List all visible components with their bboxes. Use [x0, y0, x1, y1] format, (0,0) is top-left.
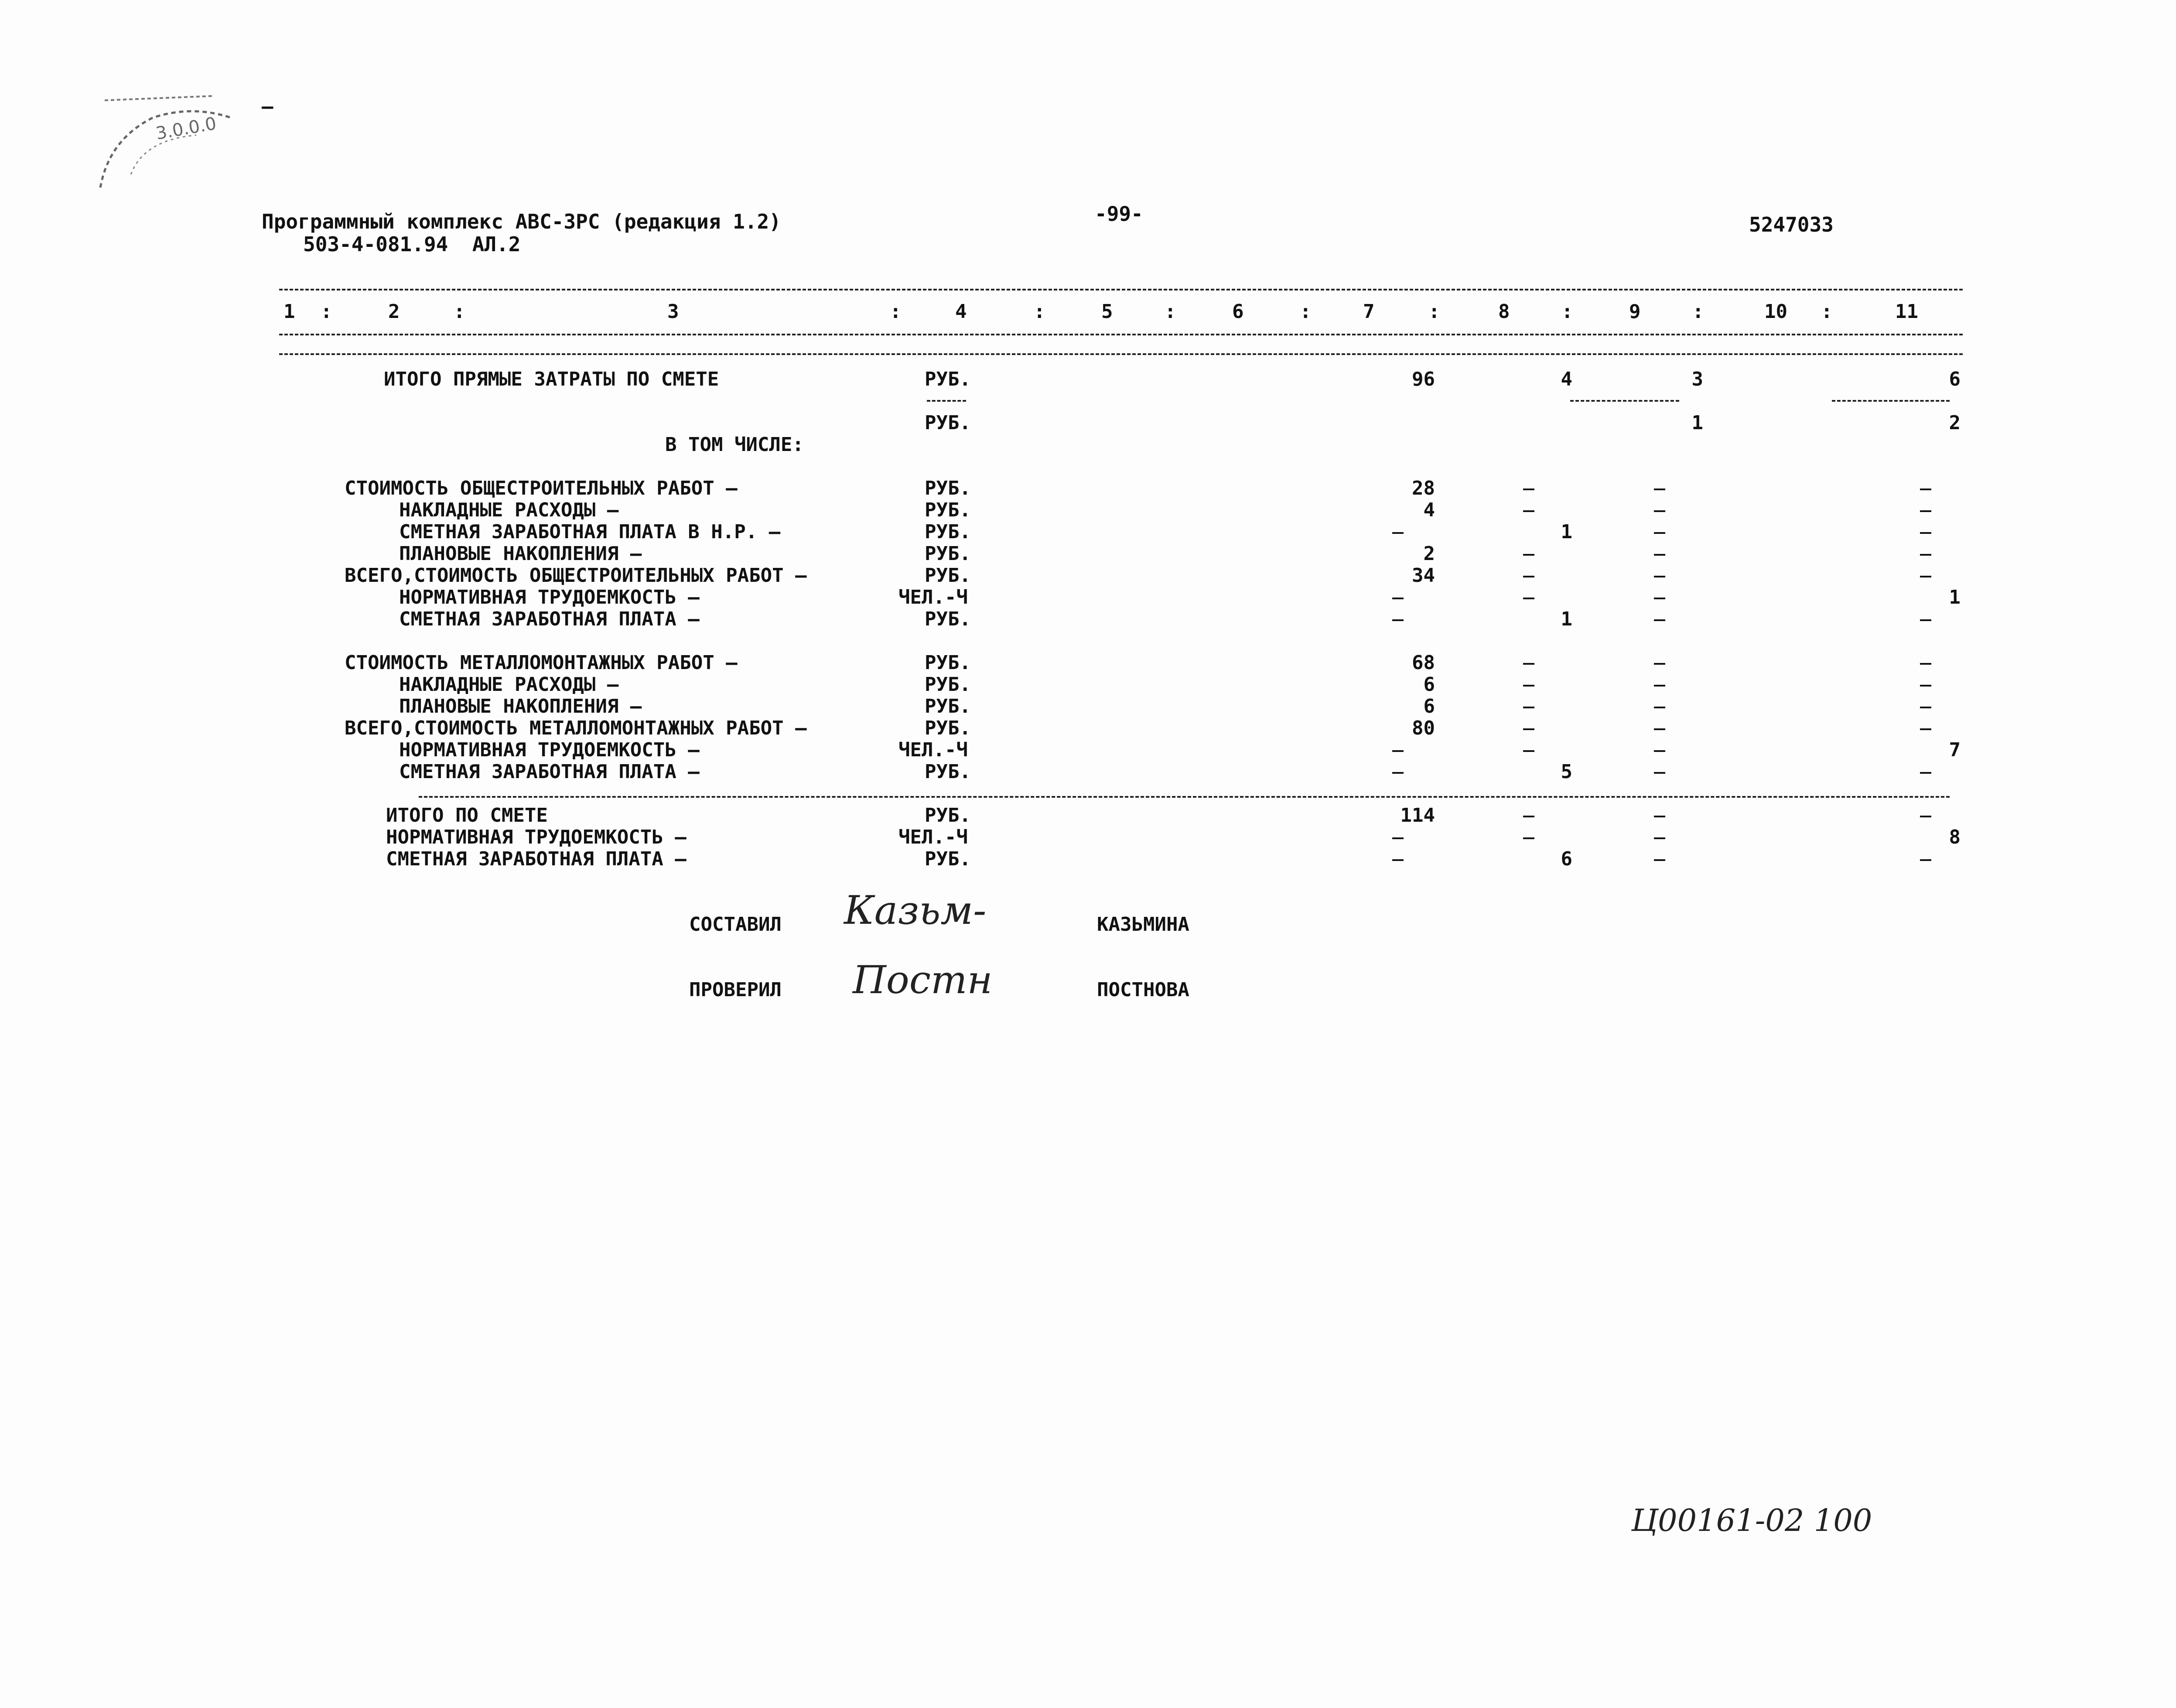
empty-cell-dash	[1523, 510, 1534, 512]
empty-cell-dash	[1392, 598, 1404, 599]
empty-cell-dash	[1654, 598, 1665, 599]
cell-c7: 4	[1423, 499, 1435, 521]
header-rule-bottom	[279, 334, 1963, 335]
compiled-label: СОСТАВИЛ	[689, 913, 782, 936]
empty-cell-dash	[1523, 685, 1534, 687]
empty-cell-dash	[1392, 750, 1404, 752]
column-header-7: 7	[1363, 301, 1375, 323]
total-rule	[419, 796, 1950, 798]
row-unit: РУБ.	[925, 368, 971, 390]
row-unit: ЧЕЛ.-Ч	[898, 586, 968, 608]
cell-c7: 2	[1423, 543, 1435, 565]
column-separator: :	[1428, 301, 1440, 323]
empty-cell-dash	[1920, 532, 1931, 534]
column-header-8: 8	[1498, 301, 1510, 323]
empty-cell-dash	[1654, 510, 1665, 512]
row-label: НОРМАТИВНАЯ ТРУДОЕМКОСТЬ –	[399, 586, 700, 608]
subtotal-rule-2	[1570, 400, 1679, 402]
column-separator: :	[1034, 301, 1045, 323]
cell-c7: 34	[1412, 564, 1435, 587]
empty-cell-dash	[1920, 772, 1931, 774]
empty-cell-dash	[1392, 837, 1404, 839]
row-label: СМЕТНАЯ ЗАРАБОТНАЯ ПЛАТА –	[386, 848, 687, 870]
column-header-11: 11	[1895, 301, 1918, 323]
empty-cell-dash	[1654, 750, 1665, 752]
row-unit: РУБ.	[925, 608, 971, 630]
column-separator: :	[1692, 301, 1704, 323]
empty-cell-dash	[1654, 619, 1665, 621]
row-label: ИТОГО ПРЯМЫЕ ЗАТРАТЫ ПО СМЕТЕ	[384, 368, 719, 390]
empty-cell-dash	[1920, 728, 1931, 730]
row-unit: РУБ.	[925, 412, 971, 434]
column-header-5: 5	[1101, 301, 1113, 323]
stamp-seal	[92, 87, 249, 201]
cell-c7: 114	[1400, 804, 1435, 827]
subtotal-rule-3	[1832, 400, 1950, 402]
row-label: ВСЕГО,СТОИМОСТЬ ОБЩЕСТРОИТЕЛЬНЫХ РАБОТ –	[345, 564, 807, 587]
row-unit: РУБ.	[925, 848, 971, 870]
cell-c9: 3	[1691, 368, 1703, 390]
empty-cell-dash	[1523, 750, 1534, 752]
column-separator: :	[1300, 301, 1312, 323]
cell-c8: 1	[1561, 521, 1572, 543]
empty-cell-dash	[1920, 816, 1931, 817]
document-number: 5247033	[1749, 213, 1834, 236]
empty-cell-dash	[1654, 488, 1665, 490]
svg-text:3.0.0.0: 3.0.0.0	[154, 113, 218, 144]
column-separator: :	[1561, 301, 1573, 323]
corner-dash: –	[262, 96, 273, 118]
row-label: СМЕТНАЯ ЗАРАБОТНАЯ ПЛАТА –	[399, 608, 700, 630]
cell-c7: 6	[1423, 695, 1435, 717]
empty-cell-dash	[1654, 837, 1665, 839]
empty-cell-dash	[1392, 859, 1404, 861]
cell-c8: 1	[1561, 608, 1572, 630]
row-label: ИТОГО ПО СМЕТЕ	[386, 804, 548, 827]
cell-c11: 8	[1949, 826, 1961, 848]
row-label: СМЕТНАЯ ЗАРАБОТНАЯ ПЛАТА –	[399, 761, 700, 783]
row-unit: РУБ.	[925, 804, 971, 827]
column-separator: :	[321, 301, 332, 323]
column-header-10: 10	[1764, 301, 1787, 323]
empty-cell-dash	[1654, 772, 1665, 774]
row-unit: ЧЕЛ.-Ч	[898, 826, 968, 848]
cell-c7: 80	[1412, 717, 1435, 739]
empty-cell-dash	[1920, 554, 1931, 556]
empty-cell-dash	[1523, 707, 1534, 708]
row-unit: РУБ.	[925, 695, 971, 717]
row-unit: РУБ.	[925, 543, 971, 565]
empty-cell-dash	[1523, 576, 1534, 577]
row-label: ПЛАНОВЫЕ НАКОПЛЕНИЯ –	[399, 695, 642, 717]
compiled-name: КАЗЬМИНА	[1097, 913, 1189, 936]
empty-cell-dash	[1654, 576, 1665, 577]
row-label: СТОИМОСТЬ ОБЩЕСТРОИТЕЛЬНЫХ РАБОТ –	[345, 477, 738, 499]
column-separator: :	[890, 301, 902, 323]
empty-cell-dash	[1920, 488, 1931, 490]
row-label: В ТОМ ЧИСЛЕ:	[665, 434, 804, 456]
column-separator: :	[454, 301, 465, 323]
row-label: СМЕТНАЯ ЗАРАБОТНАЯ ПЛАТА В Н.Р. –	[399, 521, 781, 543]
column-header-9: 9	[1629, 301, 1641, 323]
column-separator: :	[1821, 301, 1833, 323]
row-label: НАКЛАДНЫЕ РАСХОДЫ –	[399, 673, 619, 696]
empty-cell-dash	[1523, 554, 1534, 556]
checked-name: ПОСТНОВА	[1097, 979, 1189, 1001]
row-label: ВСЕГО,СТОИМОСТЬ МЕТАЛЛОМОНТАЖНЫХ РАБОТ –	[345, 717, 807, 739]
archive-note: Ц00161-02 100	[1631, 1503, 1872, 1538]
column-header-1: 1	[284, 301, 295, 323]
empty-cell-dash	[1920, 510, 1931, 512]
header-rule-bottom-2	[279, 353, 1963, 355]
empty-cell-dash	[1392, 532, 1404, 534]
empty-cell-dash	[1654, 554, 1665, 556]
cell-c11: 6	[1949, 368, 1961, 390]
cell-c9: 1	[1691, 412, 1703, 434]
empty-cell-dash	[1523, 488, 1534, 490]
row-unit: РУБ.	[925, 652, 971, 674]
cell-c7: 28	[1412, 477, 1435, 499]
empty-cell-dash	[1654, 685, 1665, 687]
empty-cell-dash	[1920, 707, 1931, 708]
cell-c7: 96	[1412, 368, 1435, 390]
row-unit: РУБ.	[925, 717, 971, 739]
row-unit: ЧЕЛ.-Ч	[898, 739, 968, 761]
empty-cell-dash	[1654, 859, 1665, 861]
header-rule-top	[279, 289, 1963, 290]
checked-signature: Постн	[853, 957, 993, 1002]
compiled-signature: Казьм-	[844, 888, 987, 933]
column-header-4: 4	[955, 301, 967, 323]
cell-c7: 6	[1423, 673, 1435, 696]
column-header-6: 6	[1232, 301, 1244, 323]
row-label: НАКЛАДНЫЕ РАСХОДЫ –	[399, 499, 619, 521]
page-number: -99-	[1095, 202, 1143, 225]
empty-cell-dash	[1523, 837, 1534, 839]
empty-cell-dash	[1392, 772, 1404, 774]
cell-c11: 7	[1949, 739, 1961, 761]
empty-cell-dash	[1523, 816, 1534, 817]
empty-cell-dash	[1523, 663, 1534, 665]
empty-cell-dash	[1654, 816, 1665, 817]
cell-c11: 1	[1949, 586, 1961, 608]
empty-cell-dash	[1920, 685, 1931, 687]
row-label: ПЛАНОВЫЕ НАКОПЛЕНИЯ –	[399, 543, 642, 565]
row-label: СТОИМОСТЬ МЕТАЛЛОМОНТАЖНЫХ РАБОТ –	[345, 652, 738, 674]
row-unit: РУБ.	[925, 499, 971, 521]
row-unit: РУБ.	[925, 521, 971, 543]
empty-cell-dash	[1523, 728, 1534, 730]
empty-cell-dash	[1654, 532, 1665, 534]
empty-cell-dash	[1920, 859, 1931, 861]
subtotal-rule-1	[927, 400, 966, 402]
cell-c8: 6	[1561, 848, 1572, 870]
column-header-3: 3	[667, 301, 679, 323]
row-label: НОРМАТИВНАЯ ТРУДОЕМКОСТЬ –	[399, 739, 700, 761]
program-title: Программный комплекс АВС-3РС (редакция 1.2)	[262, 210, 781, 233]
column-separator: :	[1165, 301, 1176, 323]
empty-cell-dash	[1654, 707, 1665, 708]
project-code: 503-4-081.94 АЛ.2	[303, 232, 521, 256]
empty-cell-dash	[1654, 728, 1665, 730]
column-header-2: 2	[388, 301, 400, 323]
empty-cell-dash	[1654, 663, 1665, 665]
row-unit: РУБ.	[925, 673, 971, 696]
empty-cell-dash	[1392, 619, 1404, 621]
empty-cell-dash	[1920, 663, 1931, 665]
cell-c7: 68	[1412, 652, 1435, 674]
row-unit: РУБ.	[925, 477, 971, 499]
cell-c8: 4	[1561, 368, 1572, 390]
row-unit: РУБ.	[925, 761, 971, 783]
row-label: НОРМАТИВНАЯ ТРУДОЕМКОСТЬ –	[386, 826, 687, 848]
cell-c8: 5	[1561, 761, 1572, 783]
empty-cell-dash	[1920, 619, 1931, 621]
cell-c11: 2	[1949, 412, 1961, 434]
empty-cell-dash	[1920, 576, 1931, 577]
empty-cell-dash	[1523, 598, 1534, 599]
checked-label: ПРОВЕРИЛ	[689, 979, 782, 1001]
row-unit: РУБ.	[925, 564, 971, 587]
